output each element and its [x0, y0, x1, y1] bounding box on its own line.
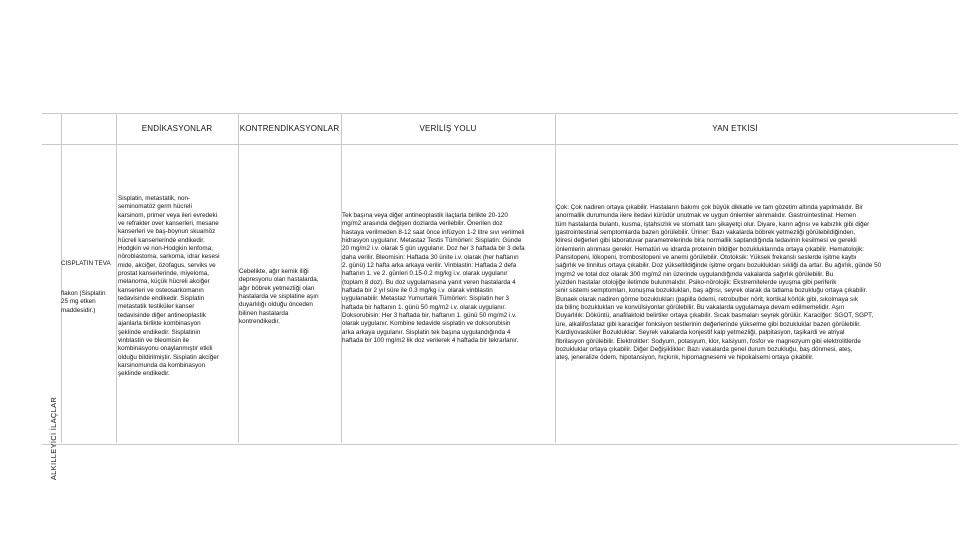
column-divider — [116, 113, 117, 443]
administration-text: Tek başına veya diğer antineoplastik ilaçlarla birlikte 20-120 mg/m2 arasında değişen dozlarda verilebilir. Önerilen doz hastaya verilmeden 8-12 saat önce infüzyon 1-2 litre sıvı verilmeli hidrasyon uygulanır. Metastaz Testis Tümörleri: Sisplatin: Günde 20 mg/m2 i.v. olarak 5 gün uygulanır. Doz her 3 haftada bir 3 defa daha verilir. Bleomisin: Haftada 30 ünite i.v. olarak (her haftanın 2. günü) 12 hafta arka arkaya verilir. Vinblastin: Haftada 2 defa haftanın 1. ve 2. günleri 0.15-0.2 mg/kg i.v. olarak uygulanır (toplam 8 doz). Bu doz uygulamasına yanıt veren hastalarda 4 haftada bir 2 yıl süre ile 0.3 mg/kg i.v. olarak vinblastin uygulanabilir. Metastaz Yumurtalık Tümörleri: Sisplatin her 3 haftada bir haftanın 1. günü 50 mg/m2 i.v. olarak uygulanır. Doksorubisin: Her 3 haftada bir, haftanın 1. günü 50 mg/m2 i.v. olarak uygulanır. Kombine tedavide sisplatin ve doksorubisin arka arkaya uygulanır. Sisplatin tek başına uygulandığında 4 haftada bir 100 mg/m2 lik doz verilerek 4 haftada bir tekrarlanır. — [342, 212, 525, 345]
column-divider — [61, 113, 62, 443]
drug-details: flakon (Sisplatin 25 mg etken maddesidir.) — [61, 290, 106, 314]
contraindications-text: Cebelikte, ağır kemik iliği depresyonu olan hastalarda, ağır böbrek yetmezliği olan hastalarda ve sisplatine aşırı duyarlılığı olduğu önceden bilinen hastalarda kontrendikedir. — [239, 268, 319, 326]
header-indications: ENDİKASYONLAR — [141, 124, 213, 133]
row-group-label — [49, 178, 59, 481]
header-contraindications: KONTRENDİKASYONLAR — [239, 124, 340, 133]
table-header-divider — [42, 144, 958, 145]
row-group-label-text: ALKİLLEYİCİ İLAÇLAR — [49, 396, 59, 481]
drug-name: CİSPLATİN TEVA — [61, 260, 111, 267]
header-side-effects: YAN ETKİSİ — [712, 124, 758, 133]
indications-text: Sisplatin, metastatik, non- seminomatöz germ hücreli karsinom, primer veya ileri evredeki ve refrakter over kanserleri, mesane kanserleri ve baş-boynun skuamöz hücreli kanserlerinde endikedir. Hodgkin ve non-Hodgkin lenfoma, nöroblastoma, sarkoma, idrar kesesi mide, akciğer, özofagus, serviks ve prostat kanserlerinde, miyeloma, melanoma, küçük hücreli akciğer kanserleri ve osteosarkomanın tedavisinde endikedir. Sisplatin metastatik testiküler kanser tedavisinde diğer antineoplastik ajanlarla birlikte kombinasyon şeklinde endikedir. Sisplatinin vinblastin ve bleomisin ile kombinasyonu onaylanmıştır etkili olduğu bildirilmiştir. Sisplatin akciğer karsinomunda da kombinasyon şeklinde endikedir. — [118, 195, 220, 378]
header-administration: VERİLİŞ YOLU — [419, 124, 477, 133]
side-effects-text: Çok: Çok nadiren ortaya çıkabilir. Hastaların bakımı çok büyük dikkatle ve tam gözetim altında yapılmalıdır. Bir anormallik durumunda ilere itedavi kürüdür unutmak ve uygun önlemler alınmalıdır. Gastrointestinal: Hemen tüm hastalarda bulantı, kusma, iştahsızlık ve stomatit tanı şikayetçi olur. Diyare, karın ağrısı ve kabızlık gibi diğer gastrointestinal semptomlarda bazen görülebilir. Üriner: Bazı vakalarda böbrek yetmezliği görülebildiğinden, kliresi değerleri gibi laboratuvar parametrelerinde bira normallik saptandığında tedavinin kesilmesi ve gerekli önlemlerin alınması gerekir. Hematüri ve idrarda proteinin bildiğer bozukluklarında ortaya çıkabilir. Hematolojik: Pansitopeni, lökopeni, trombositopeni ve anemi görülebilir. Ototoksik: Yüksek frekanslı seslerde işitme kaybı sağırlık ve tinnitus ortaya çıkabilir. Doz yükseltildiğinde işitme organı bozuklukları sıkliği da artar. Bu ağırlık, günde 50 mg/m2 ve total doz olarak 300 mg/m2 nin üzerinde uygulandığında vakalarda sağırlık görülebilir. Bu yüzden hastalar otolojiğe iletimde bulunmalıdır. Psiko-nörolojik: Ekstremitelerde uyuşma gibi periferik sinir sistemi semptomları, konuşma bozuklukları, baş ağrısı, seyrek olarak da tatlama bozukluğu ortaya çıkabilir. Bunaek olarak nadiren görme bozuklukları (papilla ödemi, retrobulber nörit, kortikal körlük gibi, sıkolmaya sık da bilinç bozuklukları ve konvülsiyonlar görülebilir. Bu vakalarda uygulamaya devam edilmemelidir. Aşırı Duyarlılık: Döküntü, anafilaktoid belirtiler ortaya çıkabilir. Sıcak basmaları seyrek görülür. Karaciğer: SGOT, SGPT, üre, alkalifosfataz gibi karaciğer fonksiyon testlerinin değerlerinde yükselme gibi bozukluklar bazen görülebilir. Kardiyovasküler Bozukluklar: Seyrek vakalarda konjestif kalp yetmezliği, palpitasyon, taşikardi ve atriyal fibrilasyon görülebilir. Elektrolitler: Sodyum, potasyum, klor, kalsiyum, fosfor ve magnezyum gibi elektrolitlerde bozukluklar ortaya çıkabilir. Diğer Değişiklikler: Bazı vakalarda genel durum bozukluğu, baş dönmesi, ateş, ateş, jeneralize ödem, hipotansiyon, hıçkırık, hipomagnesemi ve hipokalsemi ortaya çıkabilir. — [556, 204, 882, 362]
